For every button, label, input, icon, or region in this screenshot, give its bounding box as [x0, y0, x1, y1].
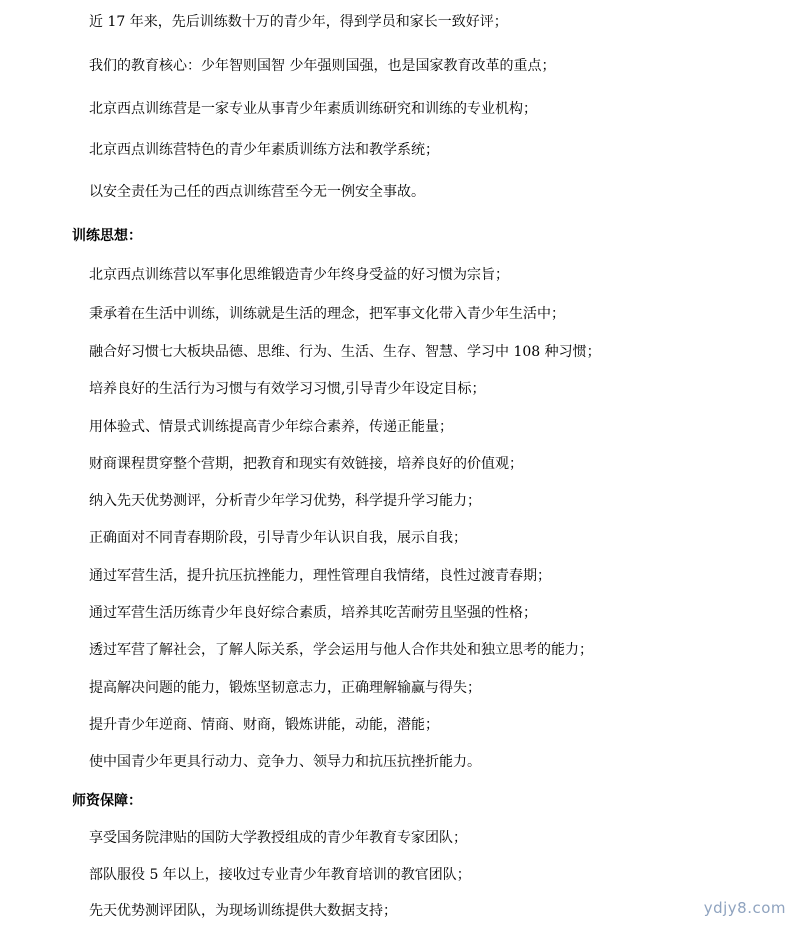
training-item: 用体验式、情景式训练提高青少年综合素养，传递正能量； [89, 419, 453, 435]
section-heading-training: 训练思想： [72, 228, 142, 244]
teachers-item: 部队服役 5 年以上，接收过专业青少年教育培训的教官团队； [89, 867, 471, 883]
intro-line: 北京西点训练营特色的青少年素质训练方法和教学系统； [89, 142, 439, 158]
training-item: 使中国青少年更具行动力、竞争力、领导力和抗压抗挫折能力。 [89, 754, 481, 770]
training-item: 财商课程贯穿整个营期，把教育和现实有效链接，培养良好的价值观； [89, 456, 523, 472]
training-item: 北京西点训练营以军事化思维锻造青少年终身受益的好习惯为宗旨； [89, 267, 509, 283]
training-item: 提高解决问题的能力，锻炼坚韧意志力，正确理解输赢与得失； [89, 680, 481, 696]
training-item: 融合好习惯七大板块品德、思维、行为、生活、生存、智慧、学习中 108 种习惯； [89, 344, 601, 360]
teachers-item: 先天优势测评团队，为现场训练提供大数据支持； [89, 903, 397, 919]
training-item: 纳入先天优势测评，分析青少年学习优势，科学提升学习能力； [89, 493, 481, 509]
training-item: 透过军营了解社会，了解人际关系，学会运用与他人合作共处和独立思考的能力； [89, 642, 593, 658]
intro-line: 我们的教育核心：少年智则国智 少年强则国强，也是国家教育改革的重点； [89, 58, 556, 74]
training-item: 通过军营生活，提升抗压抗挫能力，理性管理自我情绪，良性过渡青春期； [89, 568, 551, 584]
intro-line: 北京西点训练营是一家专业从事青少年素质训练研究和训练的专业机构； [89, 101, 537, 117]
training-item: 秉承着在生活中训练，训练就是生活的理念，把军事文化带入青少年生活中； [89, 306, 565, 322]
training-item: 提升青少年逆商、情商、财商，锻炼讲能，动能，潜能； [89, 717, 439, 733]
intro-line: 近 17 年来，先后训练数十万的青少年，得到学员和家长一致好评； [89, 14, 508, 30]
training-item: 正确面对不同青春期阶段，引导青少年认识自我，展示自我； [89, 530, 467, 546]
training-item: 通过军营生活历练青少年良好综合素质，培养其吃苦耐劳且坚强的性格； [89, 605, 537, 621]
teachers-item: 享受国务院津贴的国防大学教授组成的青少年教育专家团队； [89, 830, 467, 846]
intro-line: 以安全责任为己任的西点训练营至今无一例安全事故。 [89, 184, 425, 200]
section-heading-teachers: 师资保障： [72, 793, 142, 809]
site-watermark: ydjy8.com [703, 899, 786, 917]
training-item: 培养良好的生活行为习惯与有效学习习惯,引导青少年设定目标； [89, 381, 486, 397]
